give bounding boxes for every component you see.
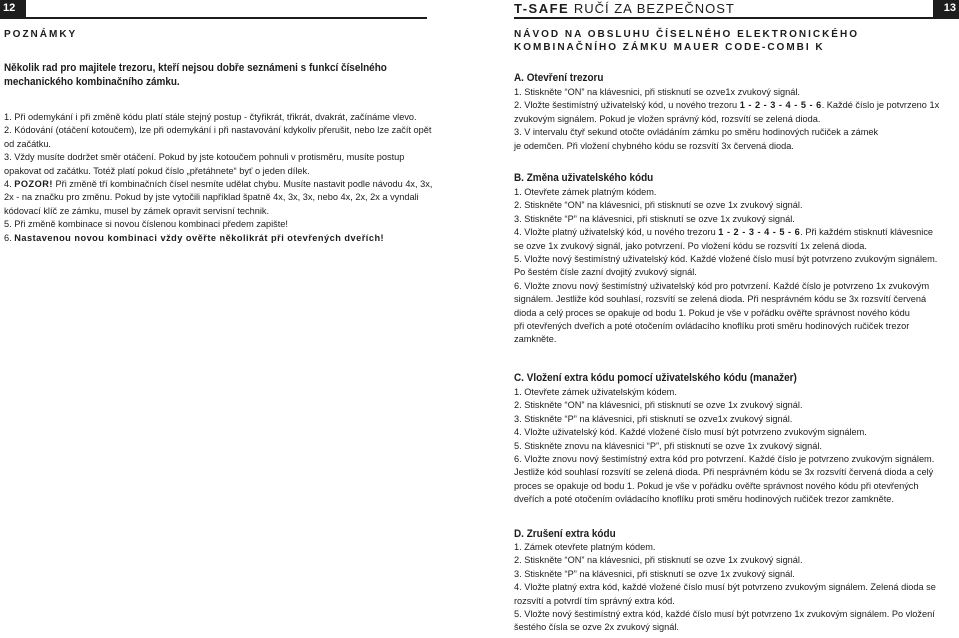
notes-title: POZNÁMKY xyxy=(4,29,78,40)
section-b-line: dioda a celý proces se opakuje od bodu 1. Pokud je vše v pořádku ověřte správnost nového kódu xyxy=(514,307,910,318)
default-code: 1 - 2 - 3 - 4 - 5 - 6 xyxy=(739,100,822,111)
notes-item-6 xyxy=(4,232,432,245)
section-d-line: 1. Zámek otevřete platným kódem. xyxy=(514,542,656,552)
section-c-line: 1. Otevřete zámek uživatelským kódem. xyxy=(514,387,677,397)
section-b-heading: B. Změna uživatelského kódu xyxy=(514,172,654,184)
notes-item-4 xyxy=(4,178,432,191)
section-d-line: 3. Stiskněte “P” na klávesnici, při stisknutí se ozve 1x zvukový signál. xyxy=(514,568,795,579)
notes-line: 5. Při změně kombinace si novou číslenou kombinaci předem zapište! xyxy=(4,219,288,230)
warning-label: POZOR! xyxy=(14,179,53,190)
manual-title xyxy=(514,28,859,54)
line-text: . Každé číslo je potvrzeno 1x xyxy=(821,100,940,111)
notes-line: od začátku. xyxy=(4,138,51,149)
brand-name: T-SAFE xyxy=(514,1,570,16)
section-b-line: 6. Vložte znovu nový šestimístný uživatelský kód pro potvrzení. Každé číslo je potvrzeno 1x zvukovým xyxy=(514,280,930,291)
section-a-line: zvukovým signálem. Pokud je vložen správný kód, rozsvítí se zelená dioda. xyxy=(514,113,821,124)
section-d-line: 4. Vložte platný extra kód, každé vložené číslo musí být potvrzeno zvukovým signálem. Zelená dioda se xyxy=(514,582,936,593)
notes-intro xyxy=(4,61,387,89)
section-b-line: při otevřených dveřích a poté otočením ovládacího knoflíku proti směru hodinových ručiček trezor xyxy=(514,321,910,332)
important-note: Nastavenou novou kombinaci vždy ověřte několikrát při otevřených dveřích! xyxy=(14,232,385,243)
notes-line: 2. Kódování (otáčení kotoučem), lze při odemykání i při nastavování kdykoliv přerušit, nebo lze začít opět xyxy=(4,125,432,136)
section-a-line: je odemčen. Při vložení chybného kódu se rozsvítí 3x červená dioda. xyxy=(514,140,794,151)
line-text: 4. Vložte platný uživatelský kód, u nového trezoru xyxy=(514,227,719,238)
section-c-line: 2. Stiskněte “ON” na klávesnici, při stisknutí se ozve 1x zvukový signál. xyxy=(514,400,803,411)
manual-title-line: KOMBINAČNÍHO ZÁMKU MAUER CODE-COMBI K xyxy=(514,42,825,53)
section-c-body xyxy=(514,386,934,507)
section-b-line: zamkněte. xyxy=(514,334,557,345)
section-a-line: 1. Stiskněte “ON” na klávesnici, při stisknutí se ozve1x zvukový signál. xyxy=(514,87,800,97)
item-number: 4. xyxy=(4,179,15,190)
section-c-line: dveřích a poté otočením ovládacího knoflíku proti směru hodinových ručiček trezor zamkněte. xyxy=(514,494,894,505)
section-d-line: rozsvítí a potvrdí tím správný extra kód. xyxy=(514,595,675,606)
section-b-line: 2. Stiskněte “ON” na klávesnici, při stisknutí se ozve 1x zvukový signál. xyxy=(514,200,803,211)
section-c-line: proces se opakuje od bodu 1. Pokud je vše v pořádku ověřte správnost nového kódu při otevřených xyxy=(514,480,919,491)
notes-line: 3. Vždy musíte dodržet směr otáčení. Pokud by jste kotoučem pohnuli v protisměru, musíte postup xyxy=(4,152,405,163)
section-a-body xyxy=(514,86,939,153)
section-c-line: 6. Vložte znovu nový šestimístný extra kód pro potvrzení. Každé číslo je potvrzeno zvukovým signálem. xyxy=(514,454,935,465)
notes-line: 2x - na značku pro změnu. Pokud by jste vytočili například špatně 4x, 3x, 3x, nebo 4x, 2x, 2x a vyndali xyxy=(4,192,419,203)
item-number: 6. xyxy=(4,232,15,243)
section-a-line: 3. V intervalu čtyř sekund otočte ovládáním zámku po směru hodinových ručiček a zámek xyxy=(514,127,879,138)
item-text: Při změně tří kombinačních čísel nesmíte udělat chybu. Musíte nastavit podle návodu 4x, 3x, xyxy=(52,179,433,190)
brand-header xyxy=(514,0,735,17)
default-code: 1 - 2 - 3 - 4 - 5 - 6 xyxy=(718,227,801,238)
section-b-line xyxy=(514,226,937,239)
notes-intro-line: mechanického kombinačního zámku. xyxy=(4,76,180,88)
page-number-right: 13 xyxy=(933,0,959,17)
header-rule-left xyxy=(0,17,427,19)
section-d-line: šestého čísla se ozve 2x zvukový signál. xyxy=(514,622,679,633)
section-c-line: 4. Vložte uživatelský kód. Každé vložené číslo musí být potvrzeno zvukovým signálem. xyxy=(514,427,867,438)
section-c-line: 5. Stiskněte znovu na klávesnici “P”, při stisknutí se ozve 1x zvukový signál. xyxy=(514,440,822,451)
header-rule-right xyxy=(514,17,959,19)
section-a-line xyxy=(514,99,939,112)
section-a-heading: A. Otevření trezoru xyxy=(514,72,604,84)
section-b-line: 5. Vložte nový šestimístný uživatelský kód. Každé vložené číslo musí být potvrzeno zvukovým signálem. xyxy=(514,254,938,265)
section-c-line: 3. Stiskněte “P” na klávesnici, při stisknutí se ozve1x zvukový signál. xyxy=(514,413,793,424)
section-b-line: se ozve 1x zvukový signál, jako potvrzení. Po vložení kódu se rozsvítí 1x zelená dioda. xyxy=(514,240,867,251)
notes-line: opakovat od začátku. Totéž platí pokud číslo „přetáhnete“ byť o jeden dílek. xyxy=(4,165,310,176)
section-c-heading: C. Vložení extra kódu pomocí uživatelského kódu (manažer) xyxy=(514,372,797,384)
notes-list xyxy=(4,111,432,245)
section-b-line: 3. Stiskněte “P” na klávesnici, při stisknutí se ozve 1x zvukový signál. xyxy=(514,213,795,224)
section-b-line: Po šestém čísle zazní dvojitý zvukový signál. xyxy=(514,267,697,278)
section-c-line: Jestliže kód souhlasí rozsvítí se zelená dioda. Při nesprávném kódu se 3x rozsvítí červená dioda a celý xyxy=(514,467,934,478)
brand-slogan: RUČÍ ZA BEZPEČNOST xyxy=(569,1,735,16)
section-b-line: signálem. Jestliže kód souhlasí, rozsvítí se zelená dioda. Při nesprávném kódu se 3x rozsvítí červená xyxy=(514,294,927,305)
manual-title-line: NÁVOD NA OBSLUHU ČÍSELNÉHO ELEKTRONICKÉHO xyxy=(514,29,859,40)
notes-line: 1. Při odemykání i při změně kódu platí stále stejný postup - čtyřikrát, třikrát, dvakrát, začínáme vlevo. xyxy=(4,112,417,122)
notes-intro-line: Několik rad pro majitele trezoru, kteří nejsou dobře seznámeni s funkcí číselného xyxy=(4,62,387,74)
section-d-line: 2. Stiskněte “ON” na klávesnici, při stisknutí se ozve 1x zvukový signál. xyxy=(514,555,803,566)
section-b-body xyxy=(514,186,937,347)
line-text: 2. Vložte šestimístný uživatelský kód, u nového trezoru xyxy=(514,100,740,111)
page-number-left: 12 xyxy=(0,0,26,17)
section-b-line: 1. Otevřete zámek platným kódem. xyxy=(514,187,657,197)
section-d-body xyxy=(514,541,936,635)
notes-line: kódovací klíč ze zámku, musel by zámek opravit servisní technik. xyxy=(4,205,270,216)
line-text: . Při každém stisknutí klávesnice xyxy=(800,227,934,238)
section-d-heading: D. Zrušení extra kódu xyxy=(514,528,616,540)
section-d-line: 5. Vložte nový šestimístný extra kód, každé číslo musí být potvrzeno 1x zvukovým signálem. Po vložení xyxy=(514,609,935,620)
